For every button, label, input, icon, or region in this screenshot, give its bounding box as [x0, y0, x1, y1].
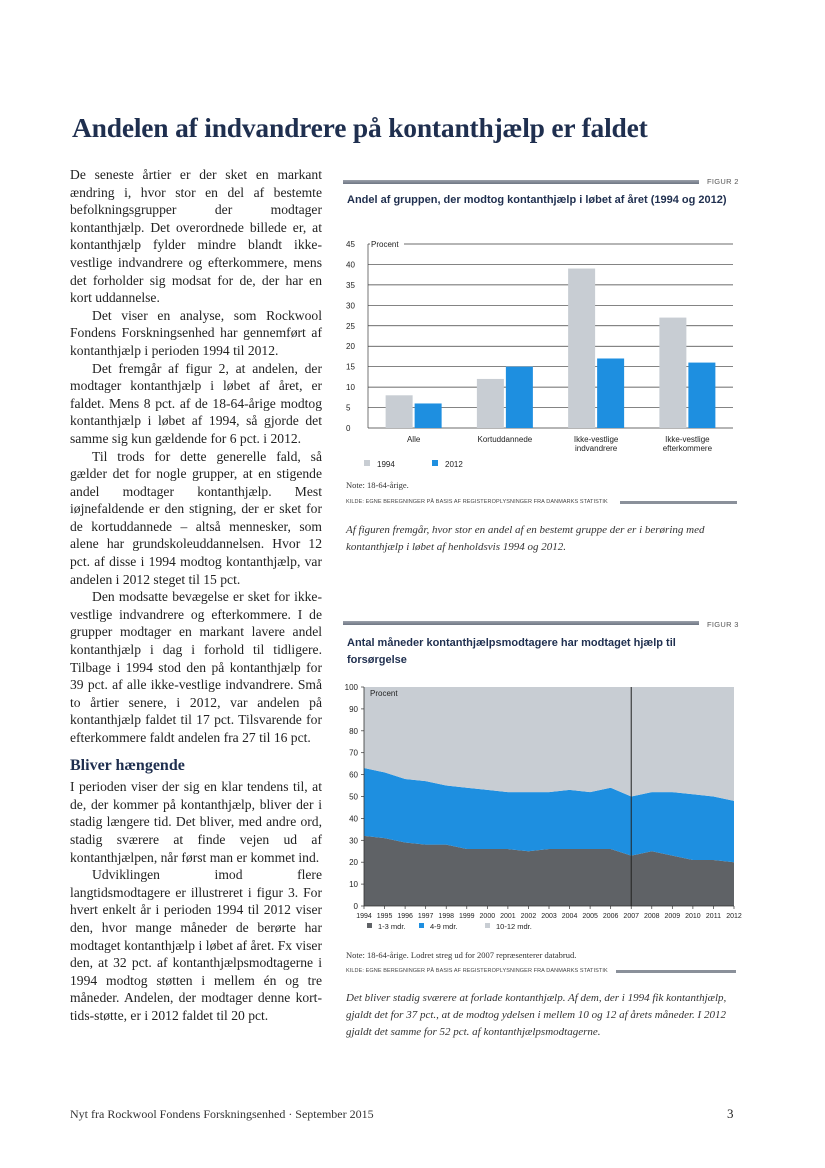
- bar-1994: [568, 269, 595, 428]
- page-title: Andelen af indvandrere på kontanthjælp er faldet: [72, 112, 648, 143]
- figure-rule: [343, 180, 699, 184]
- x-tick-label: Alle: [406, 435, 421, 444]
- figure-source: KILDE: EGNE BEREGNINGER PÅ BASIS AF REGISTEROPLYSNINGER FRA DANMARKS STATISTIK: [346, 499, 608, 505]
- bar-2012: [597, 358, 624, 428]
- x-tick-label: 1995: [376, 913, 393, 920]
- y-tick-label: 10: [346, 383, 355, 393]
- paragraph: I perioden viser der sig en klar tendens til, at de, der kommer på kontanthjælp, bliver der i stadig længere tid. Det bliver, med andre ord, stadig sværere at finde vejen ud af kontanthjælpen, når først man er kommet ind.: [70, 779, 322, 865]
- legend-label: 1-3 mdr.: [378, 922, 406, 931]
- figure-label: FIGUR 3: [707, 620, 739, 629]
- figure-title: Andel af gruppen, der modtog kontanthjælp i løbet af året (1994 og 2012): [347, 194, 727, 206]
- y-tick-label: 100: [344, 683, 358, 692]
- x-tick-label: 2002: [520, 913, 537, 920]
- article-body: [70, 166, 322, 1025]
- figure-caption: Af figuren fremgår, hvor stor en andel af en bestemt gruppe der er i berøring med kontanthjælp i løbet af henholdsvis 1994 og 2012.: [346, 524, 705, 553]
- x-tick-label: 2001: [500, 913, 516, 920]
- bar-2012: [415, 403, 442, 428]
- x-tick-label: 2010: [685, 913, 701, 920]
- legend-swatch: [432, 460, 438, 466]
- y-tick-label: 10: [349, 880, 358, 890]
- x-tick-label: Ikke-vestlige efterkommere: [662, 435, 713, 453]
- x-tick-label: 2012: [726, 913, 742, 920]
- x-tick-label: 1994: [356, 913, 372, 920]
- y-tick-label: 0: [353, 902, 358, 911]
- y-tick-label: 30: [346, 301, 355, 311]
- figure-title: Antal måneder kontanthjælpsmodtagere har modtaget hjælp til forsørgelse: [347, 637, 676, 666]
- y-tick-label: 0: [346, 424, 351, 433]
- figure-note: Note: 18-64-årige. Lodret streg ud for 2007 repræsenterer databrud.: [346, 950, 577, 960]
- paragraph: Udviklingen imod flere langtidsmodtagere er illustreret i figur 3. For hvert enkelt år i perioden 1994 til 2012 viser den, hvor mange måneder de berørte har modtaget kontanthjælp i løbet af året. Fx viser den, at 32 pct. af kontanthjælpsmodtagerne i 1994 modtog støtten i mellem én og tre måneder. Andelen, der modtager denne kort-tids-støtte, er i 2012 faldet til 20 pct.: [70, 867, 322, 1023]
- bar-2012: [506, 367, 533, 428]
- y-axis-label: Procent: [371, 240, 399, 249]
- x-tick-label: 2011: [705, 913, 721, 920]
- legend-swatch: [485, 923, 490, 928]
- legend-swatch: [419, 923, 424, 928]
- paragraph: Den modsatte bevægelse er sket for ikke-vestlige indvandrere og efterkommere. I de grupper modtager en markant lavere andel kontanthjælp i dag i forhold til tidligere. Tilbage i 1994 stod den på kontanthjælp for 39 pct. af alle ikke-vestlige indvandrere. Små to årtier senere, i 2012, var andelen på kontanthjælp faldet til 17 pct. Tilsvarende for efterkommere faldt andelen fra 27 til 16 pct.: [70, 589, 322, 745]
- y-tick-label: 25: [346, 321, 355, 331]
- x-tick-label: 2005: [582, 913, 598, 920]
- y-tick-label: 70: [349, 748, 358, 758]
- bar-1994: [477, 379, 504, 428]
- y-tick-label: 40: [346, 260, 355, 270]
- y-tick-label: 45: [346, 240, 355, 249]
- y-tick-label: 50: [349, 792, 358, 802]
- x-tick-label: 2006: [602, 913, 619, 920]
- legend-label: 4-9 mdr.: [430, 922, 458, 931]
- figure-caption: Det bliver stadig sværere at forlade kontanthjælp. Af dem, der i 1994 fik kontanthjælp, gjaldt det for 37 pct., at de modtog ydelsen i mellem 10 og 12 af årets måneder. I 2012 gjaldt det samme for 52 pct. af kontanthjælpsmodtagerne.: [346, 992, 727, 1038]
- legend-swatch: [364, 460, 370, 466]
- y-tick-label: 5: [346, 403, 351, 413]
- section-heading: Bliver hængende: [70, 756, 185, 774]
- bar-chart: [340, 232, 745, 477]
- x-tick-label: 1999: [458, 913, 475, 920]
- x-tick-label: 2009: [664, 913, 681, 920]
- x-tick-label: 2004: [561, 913, 578, 920]
- y-axis-label: Procent: [370, 689, 398, 698]
- paragraph: Det fremgår af figur 2, at andelen, der modtager kontanthjælp i løbet af året, er faldet. Mens 8 pct. af de 18-64-årige modtog kontanthjælp i løbet af 1994, så gjorde det samme sig kun gældende for 6 pct. i 2012.: [70, 360, 322, 446]
- source-rule: [620, 501, 737, 504]
- area-chart: [340, 678, 745, 940]
- paragraph: Det viser en analyse, som Rockwool Fondens Forskningsenhed har gennemført af kontanthjælp i perioden 1994 til 2012.: [70, 307, 322, 358]
- x-tick-label: 2008: [643, 913, 660, 920]
- paragraph: Til trods for dette generelle fald, så gælder det for nogle grupper, at en stigende andel modtager kontanthjælp. Mest iøjnefaldende er den stigning, der er sket for de kortuddannede – altså mennesker, som alene har grundskoleuddannelsen. Hvor 12 pct. af disse i 1994 modtog kontanthjælp, var andelen i 2012 steget til 15 pct.: [70, 448, 322, 587]
- x-tick-label: 1998: [438, 913, 455, 920]
- x-tick-label: 1997: [417, 913, 434, 920]
- figure-rule: [343, 621, 699, 625]
- y-tick-label: 15: [346, 362, 355, 372]
- x-tick-label: 2003: [541, 913, 557, 920]
- bar-1994: [386, 395, 413, 428]
- y-tick-label: 35: [346, 280, 355, 290]
- figure-note: Note: 18-64-årige.: [346, 480, 409, 490]
- legend-label: 10-12 mdr.: [496, 922, 532, 931]
- footer-text: Nyt fra Rockwool Fondens Forskningsenhed · September 2015: [70, 1107, 374, 1121]
- y-tick-label: 40: [349, 814, 358, 824]
- paragraph: De seneste årtier er der sket en markant ændring i, hvor stor en del af bestemte befolkningsgrupper der modtager kontanthjælp. Det overordnede billede er, at kontanthjælp fylder mindre blandt ikke-vestlige indvandrere og efterkommere, mens det forholder sig modsat for de, der har en kort uddannelse.: [70, 167, 322, 306]
- source-rule: [616, 970, 736, 973]
- legend-label: 2012: [445, 460, 463, 469]
- x-tick-label: Ikke-vestlige indvandrere: [573, 435, 619, 453]
- x-tick-label: 2007: [623, 913, 640, 920]
- y-tick-label: 20: [349, 858, 358, 868]
- y-tick-label: 80: [349, 726, 358, 736]
- legend-label: 1994: [377, 460, 395, 469]
- x-tick-label: 1996: [397, 913, 413, 920]
- x-tick-label: Kortuddannede: [477, 435, 533, 444]
- page-number: 3: [727, 1106, 734, 1121]
- y-tick-label: 90: [349, 704, 358, 714]
- y-tick-label: 30: [349, 836, 358, 846]
- x-tick-label: 2000: [479, 913, 496, 920]
- figure-source: KILDE: EGNE BEREGNINGER PÅ BASIS AF REGISTEROPLYSNINGER FRA DANMARKS STATISTIK: [346, 968, 608, 974]
- figure-label: FIGUR 2: [707, 177, 739, 186]
- bar-2012: [688, 363, 715, 428]
- y-tick-label: 20: [346, 342, 355, 352]
- bar-1994: [659, 318, 686, 428]
- legend-swatch: [367, 923, 372, 928]
- y-tick-label: 60: [349, 770, 358, 780]
